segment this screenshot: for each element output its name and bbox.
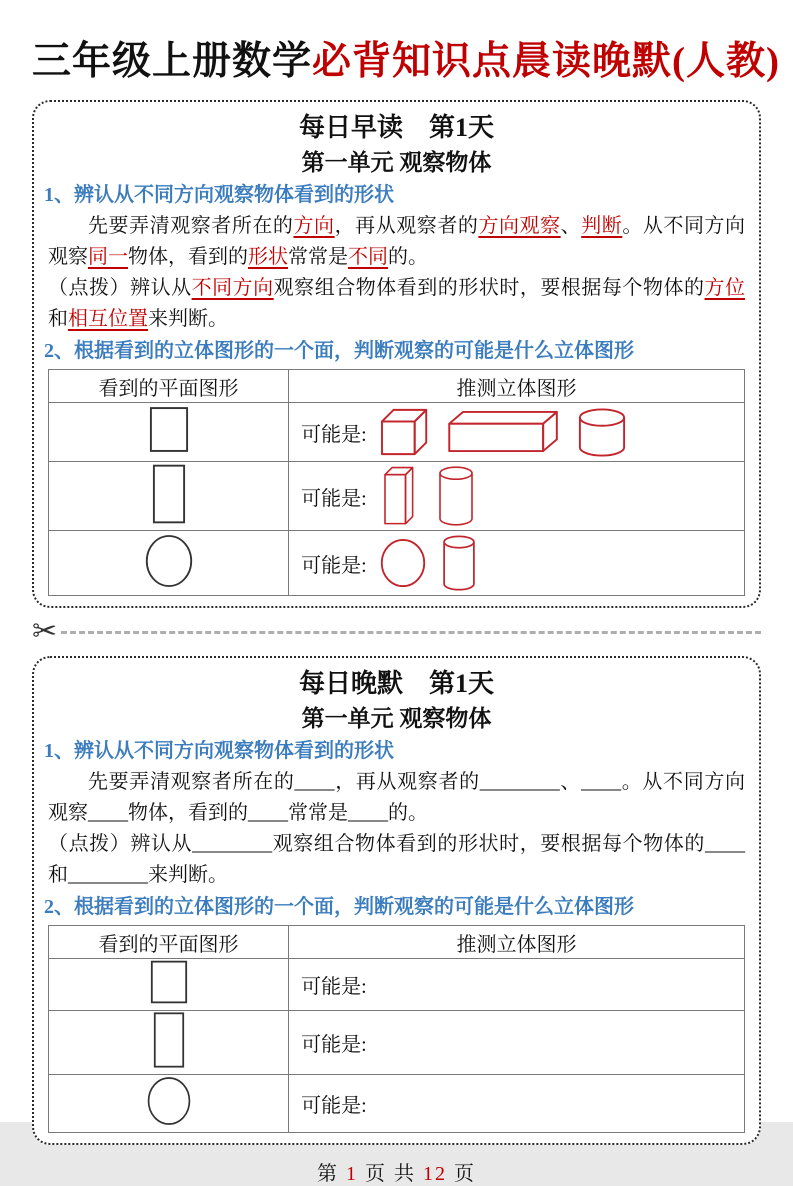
plain-text: 来判断。: [148, 308, 228, 330]
plain-text: 和: [48, 308, 68, 330]
plane-cell-rectangle: [49, 1011, 289, 1075]
square-shape: [149, 406, 189, 453]
circle-shape: [144, 533, 194, 589]
short-cylinder-icon: [575, 407, 629, 457]
morning-section1-heading: 1、辨认从不同方向观察物体看到的形状: [44, 184, 394, 206]
page-title-red: 必背知识点晨读晚默(人教): [312, 40, 780, 83]
highlighted-text: 方位: [704, 277, 746, 299]
highlighted-text: 不同方向: [191, 277, 274, 299]
tall-cuboid-icon: [379, 466, 421, 526]
highlighted-text: 1: [346, 1163, 358, 1185]
morning-shapes-table: [48, 369, 745, 596]
tall-rectangle-shape: [152, 463, 186, 525]
square-shape: [150, 959, 188, 1005]
evening-section1-heading: 1、辨认从不同方向观察物体看到的形状: [44, 740, 394, 762]
cylinder-icon: [439, 535, 479, 591]
table-row: [49, 1011, 745, 1075]
tall-cylinder-icon: [433, 466, 479, 526]
plain-text: 页: [447, 1163, 476, 1185]
solid-column-header: 推测立体图形: [289, 926, 745, 959]
table-row: [49, 959, 745, 1011]
table-header-row: [49, 370, 745, 403]
answer-cell: [289, 1011, 745, 1075]
highlighted-text: 相互位置: [68, 308, 148, 330]
cuboid-icon: [447, 410, 563, 454]
solids-cell: [289, 531, 745, 596]
evening-unit-title: 第一单元 观察物体: [301, 706, 492, 731]
plane-cell-square: [49, 403, 289, 462]
table-row: [49, 531, 745, 596]
dashed-cut-rule: [61, 631, 761, 634]
plane-cell-square: [49, 959, 289, 1011]
plain-text: 页 共: [358, 1163, 423, 1185]
morning-reading-card: [32, 100, 761, 608]
sphere-icon: [379, 537, 427, 589]
highlighted-text: 方向观察: [478, 215, 561, 237]
tall-rectangle-shape: [153, 1011, 185, 1069]
maybe-label: 可能是:: [301, 1095, 367, 1117]
highlighted-text: 同一: [88, 246, 128, 268]
maybe-label: 可能是:: [301, 423, 367, 446]
plain-text: 常常是: [288, 246, 348, 268]
plain-text: （点拨）辨认从: [48, 277, 192, 299]
morning-paragraph-2: [48, 273, 745, 335]
solids-cell: [289, 462, 745, 531]
plain-text: ，再从观察者的: [334, 215, 479, 237]
maybe-label: 可能是:: [301, 1034, 367, 1056]
maybe-label: 可能是:: [301, 976, 367, 998]
highlighted-text: 判断: [581, 215, 623, 237]
plain-text: 的。: [388, 246, 428, 268]
solids-cell: [289, 403, 745, 462]
table-row: [49, 462, 745, 531]
evening-recitation-card: [32, 656, 761, 1145]
morning-section2-heading: 2、根据看到的立体图形的一个面，判断观察的可能是什么立体图形: [44, 340, 634, 362]
plain-text: 观察组合物体看到的形状时，要根据每个物体的: [273, 277, 705, 299]
plane-column-header: 看到的平面图形: [49, 370, 289, 403]
plain-text: 第: [317, 1163, 346, 1185]
plane-column-header: 看到的平面图形: [49, 926, 289, 959]
highlighted-text: 形状: [248, 246, 288, 268]
morning-day-title: 每日早读 第1天: [298, 113, 494, 142]
table-row: [49, 403, 745, 462]
page-title-black: 三年级上册数学: [32, 40, 313, 83]
plain-text: 物体，看到的: [128, 246, 248, 268]
page-title: [32, 30, 780, 86]
table-header-row: [49, 926, 745, 959]
highlighted-text: 方向: [293, 215, 335, 237]
scissors-icon: ✂: [32, 615, 58, 648]
plane-cell-circle: [49, 531, 289, 596]
highlighted-text: 12: [423, 1163, 447, 1185]
morning-unit-title: 第一单元 观察物体: [301, 150, 492, 175]
plain-text: 。从不同方向观察: [48, 215, 746, 268]
solid-column-header: 推测立体图形: [289, 370, 745, 403]
cut-line: [32, 610, 761, 654]
maybe-label: 可能是:: [301, 487, 367, 510]
plain-text: 先要弄清观察者所在的: [88, 215, 294, 237]
answer-cell: [289, 959, 745, 1011]
evening-day-title: 每日晚默 第1天: [298, 669, 494, 698]
page-footer: [32, 1157, 761, 1186]
evening-section2-heading: 2、根据看到的立体图形的一个面，判断观察的可能是什么立体图形: [44, 896, 634, 918]
maybe-label: 可能是:: [301, 554, 367, 577]
highlighted-text: 不同: [348, 246, 388, 268]
plane-cell-rectangle: [49, 462, 289, 531]
plain-text: 、: [560, 215, 582, 237]
evening-paragraph-1: 先要弄清观察者所在的____，再从观察者的________、____。从不同方向观察____物体，看到的____常常是____的。: [48, 771, 745, 824]
plane-cell-circle: [49, 1075, 289, 1133]
evening-paragraph-2: （点拨）辨认从________观察组合物体看到的形状时，要根据每个物体的____和________来判断。: [48, 833, 745, 886]
morning-paragraph-1: [48, 211, 745, 273]
answer-cell: [289, 1075, 745, 1133]
cube-icon: [379, 407, 435, 457]
table-row: [49, 1075, 745, 1133]
evening-shapes-table: [48, 925, 745, 1133]
circle-shape: [146, 1075, 192, 1127]
